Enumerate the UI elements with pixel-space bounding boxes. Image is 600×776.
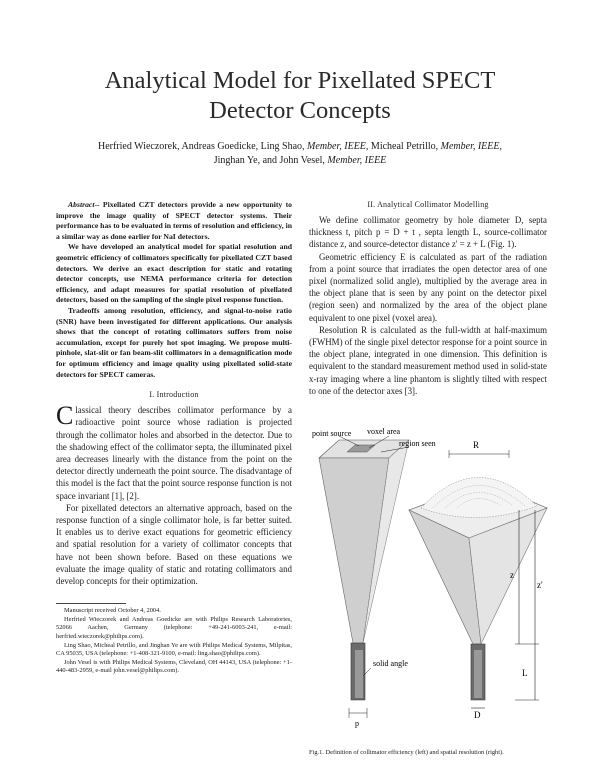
footnote-received: Manuscript received October 4, 2004.	[64, 607, 161, 615]
member-label-1: Member, IEEE,	[307, 141, 369, 152]
section2-body	[309, 214, 547, 397]
footnotes	[56, 607, 292, 676]
figure-caption: Fig.1. Definition of collimator efficiency (left) and spatial resolution (right).	[309, 749, 504, 756]
title-line-1: Analytical Model for Pixellated SPECT	[104, 67, 496, 94]
title-line-2: Detector Concepts	[209, 97, 391, 124]
solid-angle-shape	[355, 650, 363, 698]
label-L: L	[522, 668, 528, 678]
authors-part-3: Jinghan Ye, and John Vesel,	[213, 155, 328, 166]
intro-body	[56, 401, 292, 587]
label-solid-angle: solid angle	[373, 659, 408, 668]
septa-shape	[474, 650, 482, 698]
footnote-divider	[56, 603, 126, 604]
label-z: z	[510, 570, 514, 580]
abstract	[56, 200, 292, 380]
section2-p3: Resolution R is calculated as the full-width at half-maximum (FWHM) of the single pixel detector response for a point source in the object plane, integrated in one dimension. This definition is equivalent to the standard measurement method used in solid-state x-ray imaging where a line phantom is slightly tilted with respect to one of the detector axes [3].	[309, 324, 547, 396]
section2-p1: We define collimator geometry by hole diameter D, septa thickness t, pitch p = D + t , septa length L, source-collimator distance z, and source-detector distance z' = z + L (Fig. 1).	[309, 215, 547, 250]
paper-title	[0, 66, 600, 126]
footnote-cleveland: John Vesel is with Philips Medical Systems, Cleveland, OH 44143, USA (telephone: +1-440-483-2959, e-mail john.vesel@philips.com).	[56, 658, 292, 675]
intro-p2: For pixellated detectors an alternative approach, based on the response function of a single collimator hole, is far better suited. It enables us to derive exact equations for geometric efficiency and spatial resolution for a variety of collimator concepts that have not been shown before. Based on these equations we evaluate the image quality of static and rotating collimators and develop concepts for their optimization.	[56, 502, 292, 586]
resolution-dome	[421, 477, 537, 517]
left-column	[56, 200, 292, 676]
right-column	[309, 200, 547, 397]
figure-1-collimator-diagram	[309, 428, 559, 738]
section2-p2: Geometric efficiency E is calculated as part of the radiation from a point source that irradiates the open detector area of one pixel (normalized solid angle), multiplied by the average area in the object plane that is seen by any point on the detector pixel (region seen) and normalized by the area of the object plane equivalent to one pixel (voxel area).	[309, 251, 547, 323]
intro-heading: I. Introduction	[149, 390, 199, 400]
footnote-aachen: Herfried Wieczorek and Andreas Goedicke are with Philips Research Laboratories, 52066 Aachen, Germany (telephone: +49-241-6003-241, e-mail: herfried.wieczorek@philips.com).	[56, 615, 292, 640]
member-label-3: Member, IEEE	[327, 155, 387, 166]
authors-part-2: Micheal Petrillo,	[368, 141, 441, 152]
abstract-p3: Tradeoffs among resolution, efficiency, and signal-to-noise ratio (SNR) have been investigated for different applications. Our analysis shows that the concept of rotating collimators suffers from noise accumulation, except for purely hot spot imaging. We propose multi-pinhole, slat-slit or fan beam-slit collimators in a demagnification mode for optimum efficiency and image quality using pixellated solid-state detectors for SPECT cameras.	[56, 305, 292, 379]
resolution-diagram	[409, 440, 547, 720]
efficiency-diagram	[312, 428, 436, 728]
label-region-seen: region seen	[399, 439, 436, 448]
label-voxel-area: voxel area	[367, 428, 401, 436]
abstract-p2: We have developed an analytical model for spatial resolution and geometric efficiency of collimators specifically for pixellated CZT based detectors. We derive an exact description for static and rotating detector concepts, use NEMA performance criteria for detection efficiency, and adapt measures for spatial resolution of pixellated detectors, based on the sampling of the single pixel response function.	[56, 242, 292, 305]
intro-p1: lassical theory describes collimator performance by a radioactive point source whose radiation is projected through the collimator holes and absorbed in the detector. Due to the shadowing effect of the collimator septa, the illuminated pixel area decreases linearly with the distance from the point on the detector directly underneath the point source. The disadvantage of this model is the fact that the point source response function is not space invariant [1], [2].	[56, 405, 292, 501]
label-z-prime: z'	[537, 580, 543, 590]
abstract-p1: -- Pixellated CZT detectors provide a new opportunity to improve the image quality of SPECT detector systems. Their performance has to be evaluated in terms of resolution and efficiency, in a similar way as done earlier for NaI detectors.	[56, 200, 293, 241]
drop-cap: C	[56, 401, 74, 431]
label-p: p	[355, 719, 359, 728]
section2-heading: II. Analytical Collimator Modelling	[367, 200, 489, 209]
authors-part-1: Herfried Wieczorek, Andreas Goedicke, Ling Shao,	[97, 141, 308, 152]
label-D: D	[474, 710, 481, 720]
footnote-milpitas: Ling Shao, Micheal Petrillo, and Jinghan Ye are with Philips Medical Systems, Milpitas, CA 95035, USA (telephone: +1-408-321-9100, e-mail: ling.shao@philips.com).	[56, 641, 292, 658]
label-R: R	[473, 440, 480, 450]
abstract-label: Abstract	[68, 200, 95, 209]
author-list	[60, 140, 540, 168]
label-point-source: point source	[312, 429, 352, 438]
member-label-2: Member, IEEE,	[440, 141, 503, 152]
